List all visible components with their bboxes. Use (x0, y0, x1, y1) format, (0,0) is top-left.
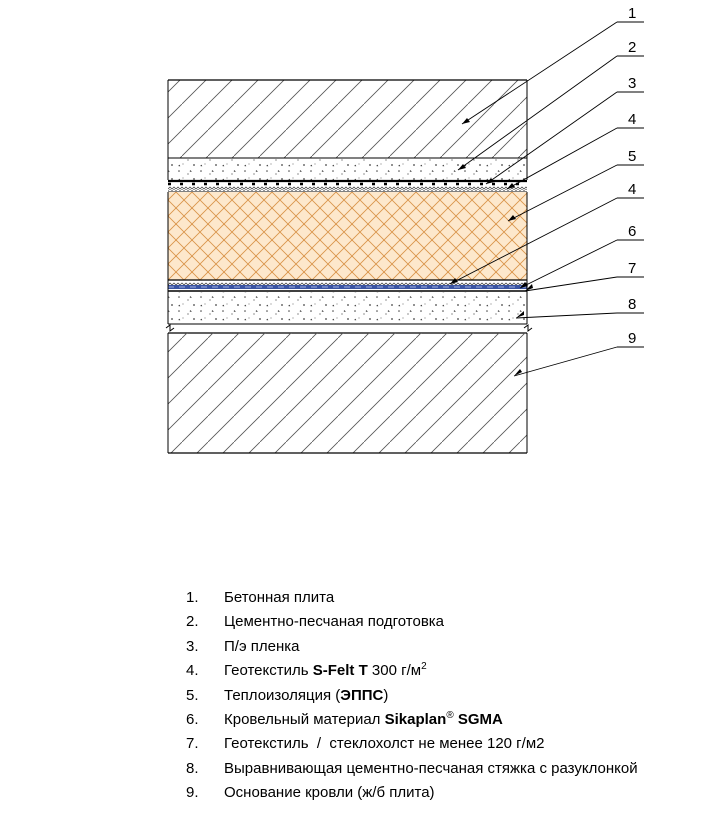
legend-brand: ЭППС (340, 686, 384, 704)
callout-number: 4 (628, 181, 637, 198)
legend-text: Теплоизоляция ( (224, 686, 341, 704)
legend-item-3 (186, 637, 638, 661)
legend-item-6 (186, 710, 638, 734)
legend-brand: S-Felt T (312, 662, 368, 680)
legend-number: 1. (186, 589, 199, 606)
break-lines (166, 325, 532, 333)
legend-text: Геотекстиль / стеклохолст не менее 120 г/м2 (224, 735, 545, 753)
legend-number: 4. (186, 662, 199, 680)
legend-item-4 (186, 661, 638, 685)
callout-number: 2 (628, 39, 637, 56)
callout-8 (516, 296, 644, 318)
callout-number: 3 (628, 75, 637, 92)
legend-text: Кровельный материал (224, 710, 385, 728)
layer-roof-base-slab (168, 333, 527, 453)
callout-number: 8 (628, 296, 637, 313)
layer-cement-sand-preparation (168, 158, 527, 180)
legend-item-7 (186, 734, 638, 758)
callout-1 (462, 5, 644, 124)
legend-item-5 (186, 686, 638, 710)
legend-number: 7. (186, 735, 199, 753)
callout-number: 7 (628, 260, 637, 277)
legend-superscript: 2 (421, 661, 427, 673)
layer-pe-film (168, 181, 527, 184)
legend-number: 5. (186, 686, 199, 704)
callout-7 (525, 260, 644, 291)
legend-text: Выравнивающая цементно-песчаная стяжка с разуклонкой (224, 759, 638, 777)
layer-roofing-membrane (168, 285, 527, 289)
legend-brand: SGMA (453, 710, 503, 728)
layer-geotextile-lower (168, 280, 527, 285)
legend-text: Цементно-песчаная подготовка (224, 613, 445, 631)
layer-legend (186, 588, 638, 808)
legend-item-9 (186, 783, 638, 807)
layer-concrete-slab (168, 80, 527, 158)
layer-xps-insulation (168, 192, 527, 280)
legend-number: 8. (186, 759, 199, 777)
layer-geotextile-upper (168, 186, 527, 192)
callout-number: 6 (628, 223, 637, 240)
legend-brand: Sikaplan (384, 710, 447, 728)
callout-number: 5 (628, 148, 637, 165)
legend-number: 3. (186, 637, 199, 655)
legend-item-2 (186, 612, 638, 636)
callout-5 (508, 148, 644, 221)
callout-number: 1 (628, 5, 637, 22)
legend-number: 6. (186, 710, 199, 728)
legend-superscript: ® (446, 709, 454, 721)
callout-number: 4 (628, 111, 637, 128)
callout-9 (514, 330, 644, 376)
callout-4-upper (507, 111, 644, 189)
legend-text: Геотекстиль (224, 662, 313, 680)
legend-text: Основание кровли (ж/б плита) (224, 784, 435, 802)
legend-text: П/э пленка (224, 637, 300, 655)
callout-6 (520, 223, 644, 288)
legend-number: 9. (186, 784, 199, 802)
legend-number: 2. (186, 613, 199, 631)
legend-text: ) (383, 686, 389, 704)
legend-text: Бетонная плита (224, 589, 335, 606)
callout-number: 9 (628, 330, 637, 347)
legend-item-8 (186, 759, 638, 783)
legend-item-1 (186, 588, 638, 612)
legend-text: 300 г/м (367, 662, 422, 680)
